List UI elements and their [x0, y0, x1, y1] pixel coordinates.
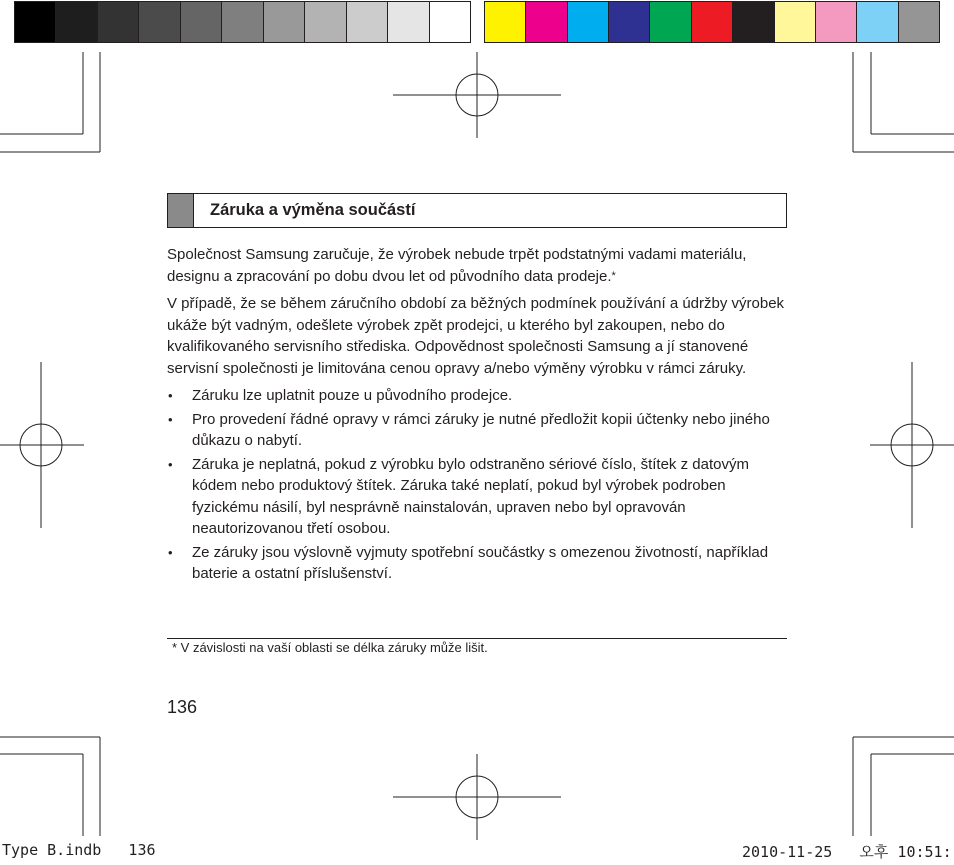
paragraph: V případě, že se během záručního období za běžných podmínek používání a údržby výrobek ukáže být vadným, odešlete výrobek zpět prodejci, u kterého byl zakoupen, nebo do kvalifikovaného servisního střediska. Odpovědnost společnosti Samsung a jí stanovené servisní společnosti je limitována cenou opravy a/nebo výměny výrobku v rámci záruky.: [167, 295, 785, 377]
slug-timestamp: 2010-11-25 오후 10:51:: [742, 843, 952, 861]
registration-target-icon: [870, 362, 954, 528]
warranty-conditions-list: [167, 385, 789, 585]
registration-target-icon: [0, 362, 84, 528]
list-item: • Záruka je neplatná, pokud z výrobku bylo odstraněno sériové číslo, štítek z datovým kódem nebo produktový štítek. Záruka také neplatí, pokud byl výrobek podroben fyzickému násilí, byl nesprávně nainstalován, upraven nebo byl opravován neautorizovanou třetí osobou.: [167, 454, 789, 540]
footnote: * V závislosti na vaší oblasti se délka záruky může lišit.: [172, 640, 488, 655]
page-number: 136: [167, 697, 198, 717]
list-item: • Ze záruky jsou výslovně vyjmuty spotřební součástky s omezenou životností, například baterie a ostatní příslušenství.: [167, 542, 789, 585]
slug-file-info: Type B.indb 136: [2, 841, 156, 859]
section-title: Záruka a výměna součástí: [210, 201, 416, 219]
list-item: • Záruku lze uplatnit pouze u původního prodejce.: [167, 385, 789, 407]
warranty-body: [167, 244, 789, 587]
section-header-tab: [168, 194, 194, 227]
paragraph: Společnost Samsung zaručuje, že výrobek nebude trpět podstatnými vadami materiálu, designu a zpracování po dobu dvou let od původního data prodeje.*: [167, 246, 747, 285]
registration-target-icon: [393, 52, 561, 138]
registration-target-icon: [393, 754, 561, 840]
list-item: • Pro provedení řádné opravy v rámci záruky je nutné předložit kopii účtenky nebo jiného důkazu o nabytí.: [167, 409, 789, 452]
footnote-divider: [167, 638, 787, 639]
section-header: [167, 193, 787, 228]
footnote-marker: *: [611, 269, 616, 282]
